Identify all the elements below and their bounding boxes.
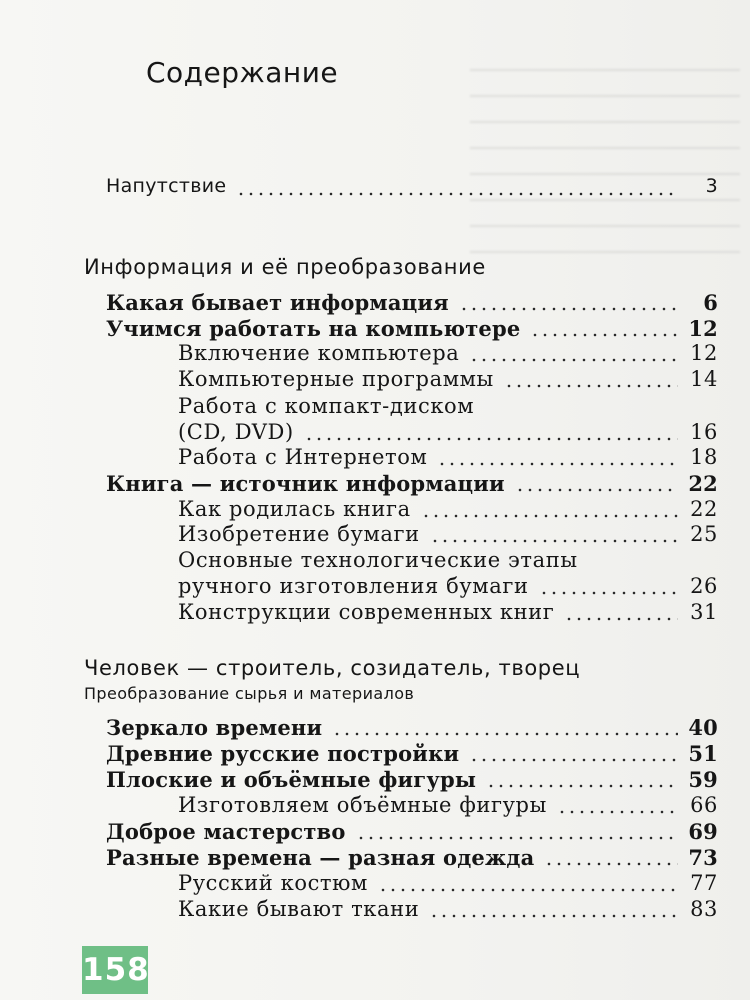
toc-page-number: 22 xyxy=(690,497,718,521)
toc-entry xyxy=(178,522,718,548)
section-subheading: Преобразование сырья и материалов xyxy=(84,684,415,703)
toc-entry-label: Напутствие xyxy=(106,175,227,197)
toc-page-number: 59 xyxy=(688,767,718,792)
toc-entry xyxy=(106,819,718,845)
toc-entry-intro xyxy=(106,175,718,201)
toc-entry-label: Учимся работать на компьютере xyxy=(106,316,521,341)
toc-page-number: 51 xyxy=(688,741,718,766)
toc-entry xyxy=(178,793,718,819)
dot-leader xyxy=(459,307,678,311)
toc-page-number: 77 xyxy=(690,871,718,895)
toc-entry xyxy=(106,290,718,316)
toc-entry xyxy=(106,767,718,793)
dot-leader xyxy=(430,539,678,543)
toc-page-number: 14 xyxy=(690,367,718,391)
toc-entry xyxy=(178,897,718,923)
section-heading-1: Информация и её преобразование xyxy=(84,255,486,279)
toc-entry xyxy=(178,341,718,367)
page-number-badge: 158 xyxy=(82,946,148,994)
toc-entry-label: Какая бывает информация xyxy=(106,290,449,315)
toc-entry-label: Древние русские постройки xyxy=(106,741,460,766)
toc-entry-label: Работа с компакт-диском xyxy=(178,394,475,418)
toc-page-number: 22 xyxy=(688,471,718,496)
toc-entry xyxy=(106,741,718,767)
toc-entry xyxy=(178,574,718,600)
toc-entry-label: Какие бывают ткани xyxy=(178,897,420,921)
dot-leader xyxy=(469,758,678,762)
toc-entry xyxy=(106,316,718,342)
toc-page-number: 66 xyxy=(690,793,718,817)
toc-entry xyxy=(178,497,718,523)
toc-entry-label: Книга — источник информации xyxy=(106,471,505,496)
toc-entry-label: Включение компьютера xyxy=(178,341,460,365)
toc-entry-label: Работа с Интернетом xyxy=(178,445,428,469)
toc-page-number: 26 xyxy=(690,574,718,598)
toc-page-number: 12 xyxy=(688,316,718,341)
toc-page-number: 40 xyxy=(688,715,718,740)
toc-entry-label: Как родилась книга xyxy=(178,497,411,521)
toc-entry-label: Компьютерные программы xyxy=(178,367,494,391)
toc-entry xyxy=(106,715,718,741)
dot-leader xyxy=(544,862,678,866)
toc-entry-label: Конструкции современных книг xyxy=(178,600,555,624)
page-title: Содержание xyxy=(146,56,339,89)
toc-entry xyxy=(178,445,718,471)
toc-page-number: 12 xyxy=(690,341,718,365)
toc-entry-label: Плоские и объёмные фигуры xyxy=(106,767,477,792)
toc-entry-label-cont: (CD, DVD) xyxy=(178,420,294,444)
dot-leader xyxy=(421,514,678,518)
toc-entry-label: Изготовляем объёмные фигуры xyxy=(178,793,547,817)
toc-entry xyxy=(178,420,718,446)
section-heading-2: Человек — строитель, созидатель, творец xyxy=(84,656,581,680)
dot-leader xyxy=(486,784,678,788)
toc-entry xyxy=(178,871,718,897)
toc-page-number: 73 xyxy=(688,845,718,870)
dot-leader xyxy=(530,333,678,337)
toc-entry-label: Изобретение бумаги xyxy=(178,522,420,546)
dot-leader xyxy=(515,488,678,492)
toc-page-number: 3 xyxy=(705,175,718,197)
toc-entry-label: Основные технологические этапы xyxy=(178,548,578,572)
toc-entry-label: Русский костюм xyxy=(178,871,368,895)
toc-entry-label: Разные времена — разная одежда xyxy=(106,845,535,870)
dot-leader xyxy=(557,810,678,814)
toc-entry xyxy=(106,471,718,497)
dot-leader xyxy=(564,617,678,621)
dot-leader xyxy=(236,192,678,196)
toc-page-number: 31 xyxy=(690,600,718,624)
dot-leader xyxy=(378,888,678,892)
dot-leader xyxy=(504,384,678,388)
bleed-through-text xyxy=(470,55,740,255)
toc-entry-label: Доброе мастерство xyxy=(106,819,346,844)
toc-page-number: 16 xyxy=(690,420,718,444)
dot-leader xyxy=(356,836,678,840)
dot-leader xyxy=(437,462,678,466)
dot-leader xyxy=(469,358,678,362)
toc-page-number: 25 xyxy=(690,522,718,546)
dot-leader xyxy=(429,914,678,918)
toc-entry xyxy=(178,600,718,626)
toc-page-number: 6 xyxy=(703,290,718,315)
dot-leader xyxy=(304,437,678,441)
toc-page-number: 18 xyxy=(690,445,718,469)
toc-page-number: 69 xyxy=(688,819,718,844)
toc-entry xyxy=(106,845,718,871)
toc-entry xyxy=(178,367,718,393)
dot-leader xyxy=(332,732,678,736)
toc-entry-label: Зеркало времени xyxy=(106,715,323,740)
dot-leader xyxy=(539,591,678,595)
toc-page-number: 83 xyxy=(690,897,718,921)
toc-entry-label-cont: ручного изготовления бумаги xyxy=(178,574,529,598)
